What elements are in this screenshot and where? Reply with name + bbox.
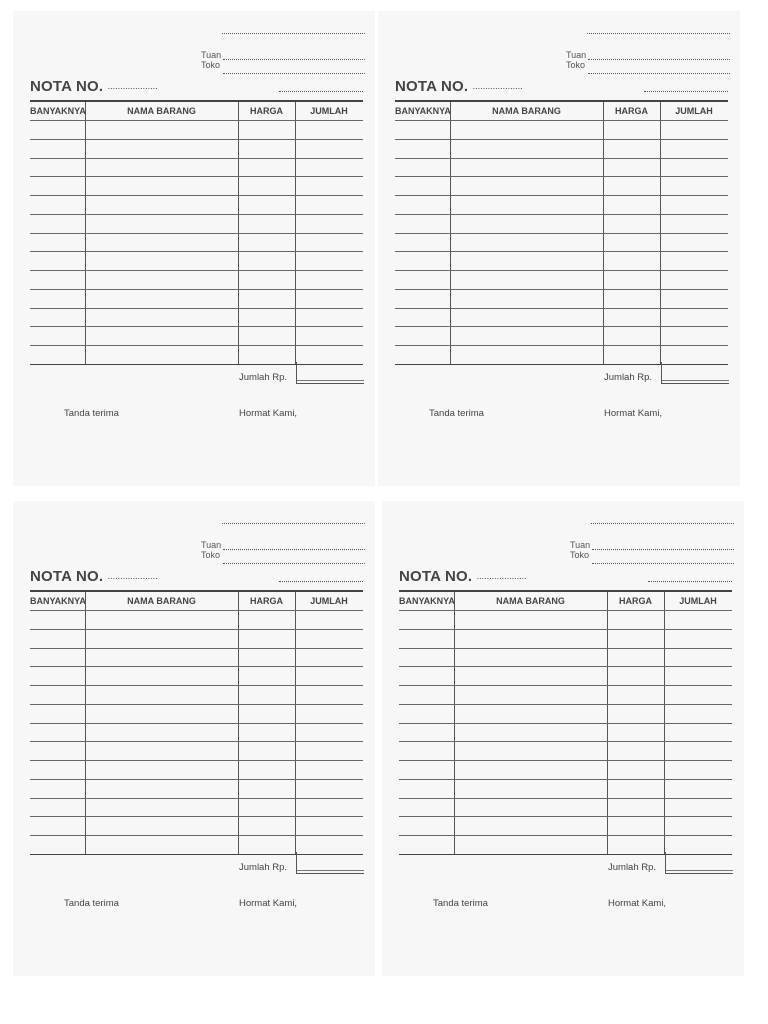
total-field[interactable]	[296, 852, 364, 874]
table-row[interactable]	[399, 741, 732, 742]
table-row[interactable]	[399, 835, 732, 836]
table-row[interactable]	[30, 816, 363, 817]
receipt-label: Tanda terima	[429, 408, 484, 419]
nota-form	[13, 11, 375, 486]
items-table	[30, 590, 363, 855]
nota-label: NOTA NO.	[399, 568, 473, 585]
header-line[interactable]	[587, 33, 730, 34]
column-header: JUMLAH	[310, 596, 348, 606]
table-row[interactable]	[30, 666, 363, 667]
total-field[interactable]	[296, 362, 364, 384]
table-row[interactable]	[30, 760, 363, 761]
table-row[interactable]	[30, 798, 363, 799]
items-table	[399, 590, 732, 855]
nota-label: NOTA NO.	[395, 78, 469, 95]
tuan-field[interactable]	[223, 59, 365, 60]
tuan-label: Tuan	[566, 50, 587, 60]
nota-number-field[interactable]: ....................	[472, 81, 523, 91]
column-header: BANYAKNYA	[30, 106, 86, 116]
header-line[interactable]	[222, 523, 365, 524]
table-row[interactable]	[30, 326, 363, 327]
toko-label: Toko	[201, 550, 221, 560]
column-header: JUMLAH	[310, 106, 348, 116]
nota-label: NOTA NO.	[30, 568, 104, 585]
date-field[interactable]	[279, 581, 363, 582]
table-row[interactable]	[30, 685, 363, 686]
table-row[interactable]	[30, 723, 363, 724]
table-row[interactable]	[30, 251, 363, 252]
date-field[interactable]	[279, 91, 363, 92]
toko-field[interactable]	[592, 563, 734, 564]
tuan-label: Tuan	[201, 540, 222, 550]
table-row[interactable]	[399, 723, 732, 724]
table-row[interactable]	[399, 760, 732, 761]
table-row[interactable]	[395, 308, 728, 309]
date-field[interactable]	[644, 91, 728, 92]
table-row[interactable]	[399, 685, 732, 686]
column-header: NAMA BARANG	[127, 106, 196, 116]
column-header: BANYAKNYA	[395, 106, 451, 116]
table-row[interactable]	[399, 629, 732, 630]
tuan-label: Tuan	[201, 50, 222, 60]
column-header: JUMLAH	[679, 596, 717, 606]
table-row[interactable]	[30, 139, 363, 140]
column-header: BANYAKNYA	[399, 596, 455, 606]
toko-field[interactable]	[588, 73, 730, 74]
column-header: NAMA BARANG	[492, 106, 561, 116]
regards-label: Hormat Kami,	[239, 898, 298, 909]
receipt-label: Tanda terima	[64, 898, 119, 909]
nota-number-field[interactable]: ....................	[476, 571, 527, 581]
total-field[interactable]	[665, 852, 733, 874]
nota-number-field[interactable]: ....................	[107, 571, 158, 581]
header-line[interactable]	[591, 523, 734, 524]
toko-label: Toko	[201, 60, 221, 70]
nota-form	[382, 501, 744, 976]
tuan-field[interactable]	[223, 549, 365, 550]
toko-label: Toko	[570, 550, 590, 560]
column-header: HARGA	[619, 596, 652, 606]
header-line[interactable]	[222, 33, 365, 34]
regards-label: Hormat Kami,	[604, 408, 663, 419]
table-row[interactable]	[30, 120, 363, 121]
table-row[interactable]	[395, 176, 728, 177]
table-row[interactable]	[30, 158, 363, 159]
table-row[interactable]	[395, 326, 728, 327]
table-row[interactable]	[30, 270, 363, 271]
table-row[interactable]	[30, 308, 363, 309]
table-row[interactable]	[395, 139, 728, 140]
nota-form	[13, 501, 375, 976]
column-header: HARGA	[615, 106, 648, 116]
total-label: Jumlah Rp.	[239, 372, 288, 383]
table-row[interactable]	[30, 779, 363, 780]
nota-label: NOTA NO.	[30, 78, 104, 95]
table-row[interactable]	[30, 835, 363, 836]
table-row[interactable]	[399, 816, 732, 817]
table-row[interactable]	[30, 610, 363, 611]
nota-number	[30, 78, 158, 95]
total-label: Jumlah Rp.	[608, 862, 657, 873]
table-row[interactable]	[30, 704, 363, 705]
table-row[interactable]	[395, 251, 728, 252]
table-row[interactable]	[30, 629, 363, 630]
nota-number	[395, 78, 523, 95]
total-label: Jumlah Rp.	[604, 372, 653, 383]
table-row[interactable]	[399, 610, 732, 611]
tuan-label: Tuan	[570, 540, 591, 550]
column-header: NAMA BARANG	[127, 596, 196, 606]
table-row[interactable]	[399, 648, 732, 649]
table-row[interactable]	[395, 233, 728, 234]
items-table	[30, 100, 363, 365]
table-row[interactable]	[30, 345, 363, 346]
table-row[interactable]	[30, 289, 363, 290]
regards-label: Hormat Kami,	[239, 408, 298, 419]
tuan-field[interactable]	[592, 549, 734, 550]
receipt-label: Tanda terima	[64, 408, 119, 419]
table-row[interactable]	[399, 704, 732, 705]
column-header: HARGA	[250, 596, 283, 606]
table-row[interactable]	[395, 195, 728, 196]
table-row[interactable]	[395, 289, 728, 290]
toko-label: Toko	[566, 60, 586, 70]
table-row[interactable]	[395, 270, 728, 271]
column-header: JUMLAH	[675, 106, 713, 116]
table-row[interactable]	[30, 195, 363, 196]
column-header: BANYAKNYA	[30, 596, 86, 606]
table-row[interactable]	[30, 214, 363, 215]
table-row[interactable]	[399, 779, 732, 780]
table-row[interactable]	[395, 214, 728, 215]
date-field[interactable]	[648, 581, 732, 582]
nota-number	[399, 568, 527, 585]
column-header: NAMA BARANG	[496, 596, 565, 606]
nota-number	[30, 568, 158, 585]
toko-field[interactable]	[223, 563, 365, 564]
table-row[interactable]	[30, 741, 363, 742]
table-row[interactable]	[395, 158, 728, 159]
receipt-label: Tanda terima	[433, 898, 488, 909]
regards-label: Hormat Kami,	[608, 898, 667, 909]
nota-number-field[interactable]: ....................	[107, 81, 158, 91]
table-row[interactable]	[395, 345, 728, 346]
table-row[interactable]	[30, 648, 363, 649]
items-table	[395, 100, 728, 365]
table-row[interactable]	[30, 176, 363, 177]
column-header: HARGA	[250, 106, 283, 116]
table-row[interactable]	[395, 120, 728, 121]
table-row[interactable]	[399, 798, 732, 799]
table-row[interactable]	[399, 666, 732, 667]
tuan-field[interactable]	[588, 59, 730, 60]
table-row[interactable]	[30, 233, 363, 234]
nota-form	[378, 11, 740, 486]
total-label: Jumlah Rp.	[239, 862, 288, 873]
toko-field[interactable]	[223, 73, 365, 74]
total-field[interactable]	[661, 362, 729, 384]
